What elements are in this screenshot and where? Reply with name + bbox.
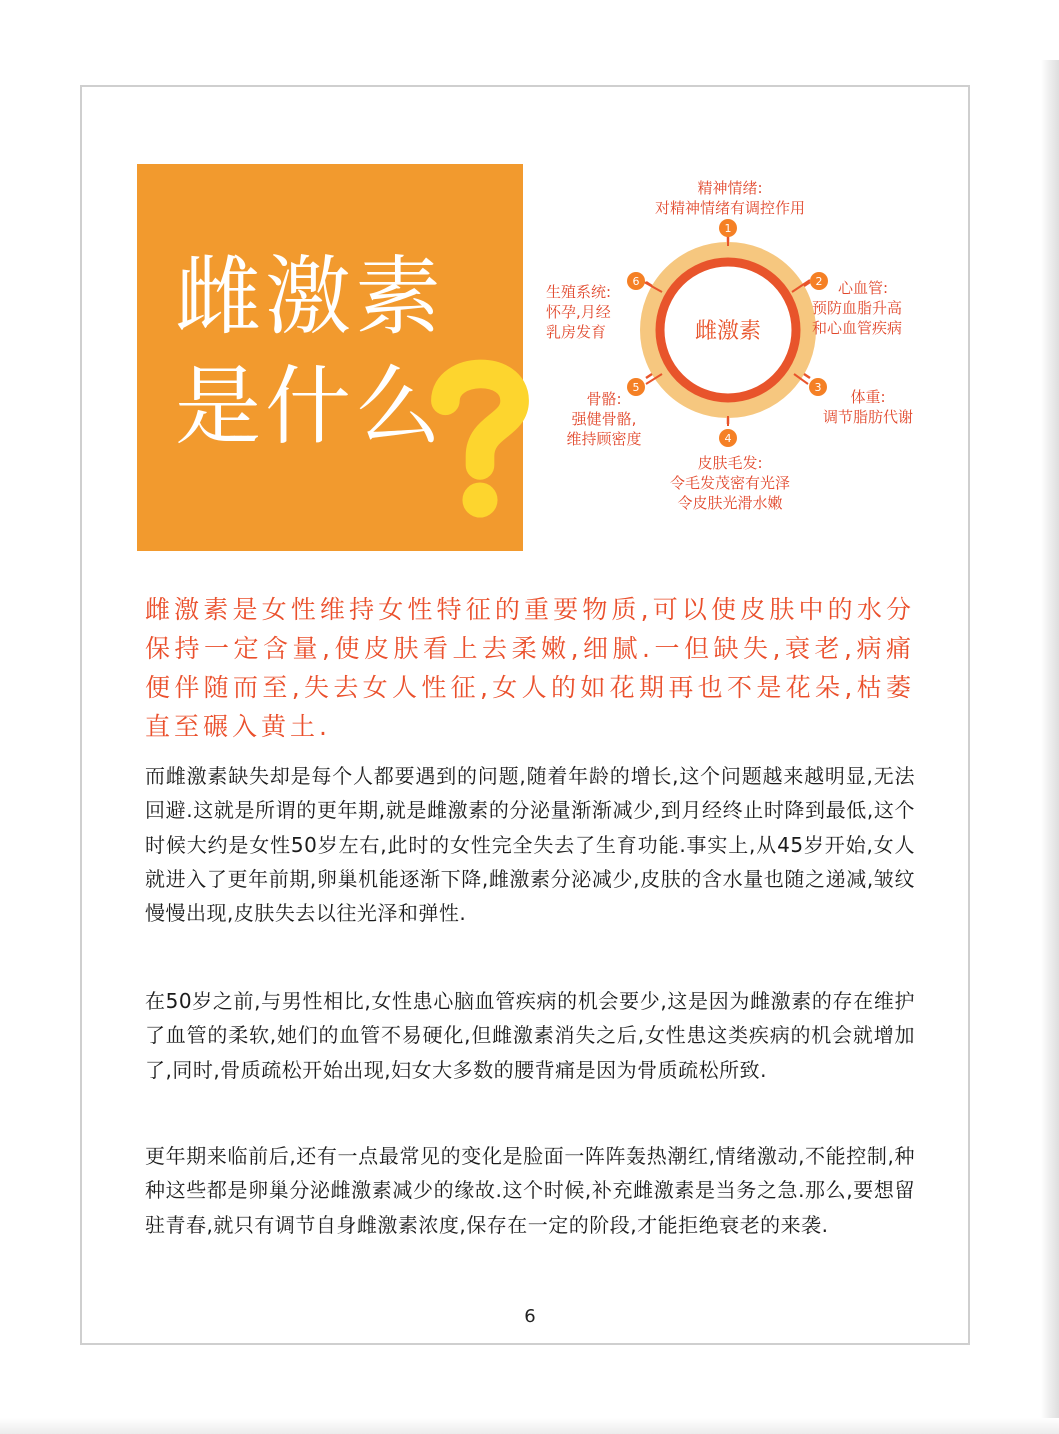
svg-text:3: 3 — [814, 381, 822, 394]
diagram-center-label: 雌激素 — [694, 319, 762, 344]
diagram-label-3: 体重: 调节脂肪代谢 — [822, 388, 913, 426]
page-number: 6 — [524, 1306, 536, 1327]
title-line-1: 雌激素 — [175, 247, 445, 347]
page-edge-shadow — [1041, 60, 1059, 1434]
svg-text:5: 5 — [632, 381, 640, 394]
svg-text:6: 6 — [632, 275, 640, 288]
intro-paragraph: 雌激素是女性维持女性特征的重要物质,可以使皮肤中的水分保持一定含量,使皮肤看上去柔嫩,细腻.一但缺失,衰老,病痛便伴随而至,失去女人性征,女人的如花期再也不是花朵,枯萎直至碾入黄土. — [145, 595, 915, 741]
body-paragraph-2: 在50岁之前,与男性相比,女性患心脑血管疾病的机会要少,这是因为雌激素的存在维护了血管的柔软,她们的血管不易硬化,但雌激素消失之后,女性患这类疾病的机会就增加了,同时,骨质疏松开始出现,妇女大多数的腰背痛是因为骨质疏松所致. — [145, 989, 915, 1082]
svg-text:2: 2 — [815, 275, 823, 288]
diagram-label-5: 骨骼: 强健骨骼, 维持顾密度 — [566, 390, 642, 448]
diagram-label-2: 心血管: 预防血脂升高 和心血管疾病 — [812, 279, 903, 337]
title-line-2: 是什么 — [175, 357, 445, 457]
question-mark-icon — [420, 350, 540, 530]
diagram-label-4: 皮肤毛发: 令毛发茂密有光泽 令皮肤光滑水嫩 — [669, 454, 790, 512]
svg-text:4: 4 — [724, 432, 732, 445]
diagram-label-1: 精神情绪: 对精神情绪有调控作用 — [654, 179, 805, 217]
diagram-node-4 — [719, 416, 737, 447]
diagram-label-6: 生殖系统: 怀孕,月经 乳房发育 — [546, 283, 612, 341]
page-bottom-shadow — [0, 1418, 1059, 1434]
diagram-node-1 — [719, 219, 737, 246]
svg-text:1: 1 — [724, 222, 732, 235]
body-paragraph-1: 而雌激素缺失却是每个人都要遇到的问题,随着年龄的增长,这个问题越来越明显,无法回避.这就是所谓的更年期,就是雌激素的分泌量渐渐减少,到月经终止时降到最低,这个时候大约是女性50岁左右,此时的女性完全失去了生育功能.事实上,从45岁开始,女人就进入了更年前期,卵巢机能逐渐下降,雌激素分泌减少,皮肤的含水量也随之递减,皱纹慢慢出现,皮肤失去以往光泽和弹性. — [145, 764, 915, 926]
body-paragraph-3: 更年期来临前后,还有一点最常见的变化是脸面一阵阵轰热潮红,情绪激动,不能控制,种种这些都是卵巢分泌雌激素减少的缘故.这个时候,补充雌激素是当务之急.那么,要想留驻青春,就只有调节自身雌激素浓度,保存在一定的阶段,才能拒绝衰老的来袭. — [145, 1144, 915, 1237]
